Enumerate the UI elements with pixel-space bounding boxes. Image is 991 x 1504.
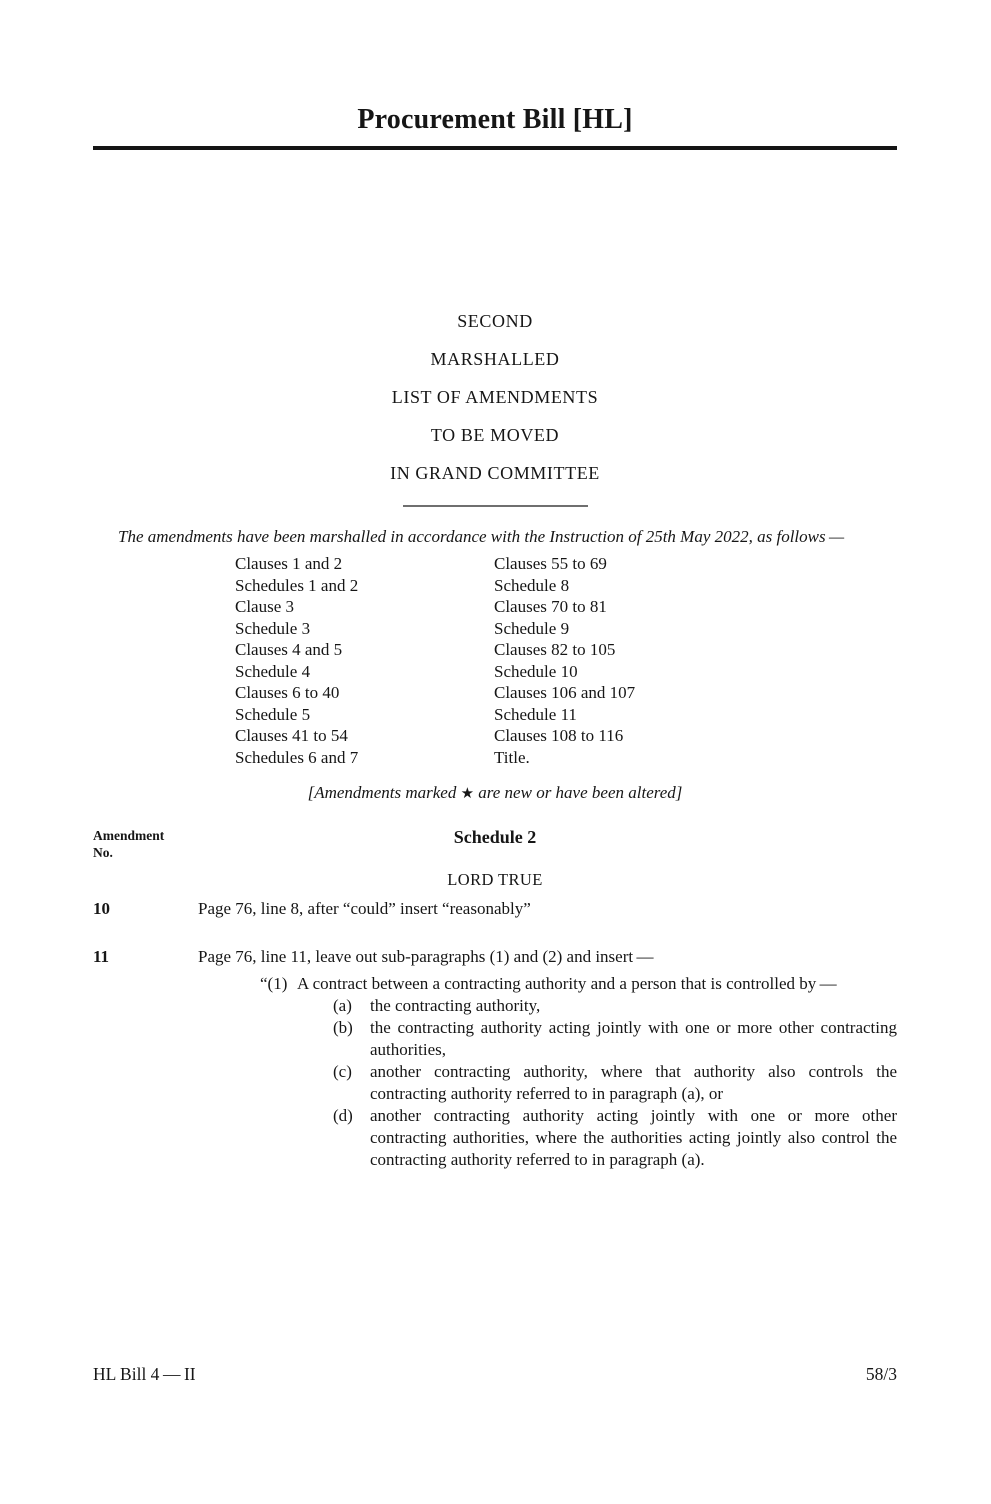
marshalling-item: Clauses 106 and 107 — [494, 683, 636, 702]
amendment-number: 10 — [93, 899, 110, 918]
marshalling-item: Schedule 4 — [235, 661, 311, 681]
marshalling-item: Schedules 1 and 2 — [235, 575, 359, 595]
marshalling-item: Schedule 9 — [494, 618, 570, 638]
amendment-no-label — [93, 827, 164, 861]
marshalling-item: Schedules 6 and 7 — [235, 747, 359, 767]
star-note — [93, 783, 897, 804]
marshalling-right-column — [494, 553, 897, 768]
cover-heading-line: IN GRAND COMMITTEE — [390, 463, 600, 483]
star-note-suffix: are new or have been altered] — [474, 783, 683, 802]
instruction-note: The amendments have been marshalled in accordance with the Instruction of 25th May 2022, as follows — — [118, 527, 845, 546]
subparagraph-label: (c) — [333, 1062, 352, 1081]
marshalling-item: Clauses 108 to 116 — [494, 726, 624, 745]
marshalling-item: Schedule 5 — [235, 704, 311, 724]
marshalling-order-list — [235, 553, 897, 768]
marshalling-item: Schedule 3 — [235, 618, 311, 638]
marshalling-item: Clauses 1 and 2 — [235, 554, 343, 573]
marshalling-item: Clauses 55 to 69 — [494, 554, 607, 573]
amendment-no-label-line1: Amendment — [93, 828, 165, 843]
subparagraph — [333, 1017, 897, 1061]
marshalling-item: Schedule 11 — [494, 704, 577, 724]
subparagraph-text: another contracting authority, where that authority also controls the contracting authority referred to in paragraph (a), or — [370, 1062, 897, 1103]
marshalling-item: Clauses 4 and 5 — [235, 640, 343, 659]
cover-heading-line: LIST OF AMENDMENTS — [391, 387, 599, 407]
title-double-rule — [93, 146, 897, 150]
marshalling-item: Clauses 6 to 40 — [235, 683, 340, 702]
subparagraph-text: another contracting authority acting jointly with one or more other contracting authorities, where the authorities acting jointly also control the contracting authority referred to in paragraph (a). — [370, 1106, 897, 1169]
marshalling-item: Schedule 10 — [494, 661, 578, 681]
footer-bill-number: HL Bill 4 — II — [93, 1364, 196, 1384]
footer-serial-number: 58/3 — [865, 1364, 897, 1384]
amendment-header — [93, 826, 897, 862]
amendment-row — [93, 898, 897, 920]
marshalling-item: Clauses 82 to 105 — [494, 640, 616, 659]
amendment-row — [93, 946, 897, 968]
amendment-text: Page 76, line 11, leave out sub-paragraphs (1) and (2) and insert — — [198, 947, 654, 966]
section-divider-rule — [403, 505, 588, 507]
marshalling-left-column — [235, 553, 494, 768]
subparagraph — [333, 995, 897, 1017]
inserted-paragraph-label: “(1) — [260, 974, 288, 993]
schedule-heading: Schedule 2 — [453, 827, 537, 847]
mover-name: LORD TRUE — [447, 870, 543, 889]
cover-heading-line: SECOND — [457, 311, 533, 331]
subparagraph — [333, 1061, 897, 1105]
subparagraph-label: (d) — [333, 1106, 353, 1125]
marshalling-item: Title. — [494, 747, 530, 767]
marshalling-item: Schedule 8 — [494, 575, 570, 595]
amendment-text: Page 76, line 8, after “could” insert “reasonably” — [198, 899, 531, 918]
amendment-number: 11 — [93, 947, 110, 966]
cover-heading-line: MARSHALLED — [430, 349, 560, 369]
page-footer — [93, 1363, 897, 1385]
subparagraph — [333, 1105, 897, 1171]
cover-heading-block — [93, 302, 897, 492]
subparagraph-label: (a) — [333, 996, 352, 1015]
subparagraph-label: (b) — [333, 1018, 353, 1037]
subparagraph-text: the contracting authority acting jointly with one or more other contracting authorities, — [370, 1018, 897, 1059]
cover-heading-line: TO BE MOVED — [430, 425, 560, 445]
inserted-paragraph — [260, 973, 897, 995]
subparagraph-text: the contracting authority, — [370, 996, 541, 1015]
amendment-no-label-line2: No. — [93, 845, 113, 860]
page-title: Procurement Bill [HL] — [357, 104, 633, 135]
marshalling-item: Clauses 70 to 81 — [494, 597, 607, 616]
inserted-paragraph-text: A contract between a contracting authority and a person that is controlled by — — [297, 974, 837, 993]
document-page — [0, 103, 991, 1171]
marshalling-item: Clauses 41 to 54 — [235, 726, 348, 745]
star-icon: ★ — [460, 786, 475, 802]
marshalling-item: Clause 3 — [235, 597, 295, 616]
star-note-prefix: [Amendments marked — [307, 783, 461, 802]
